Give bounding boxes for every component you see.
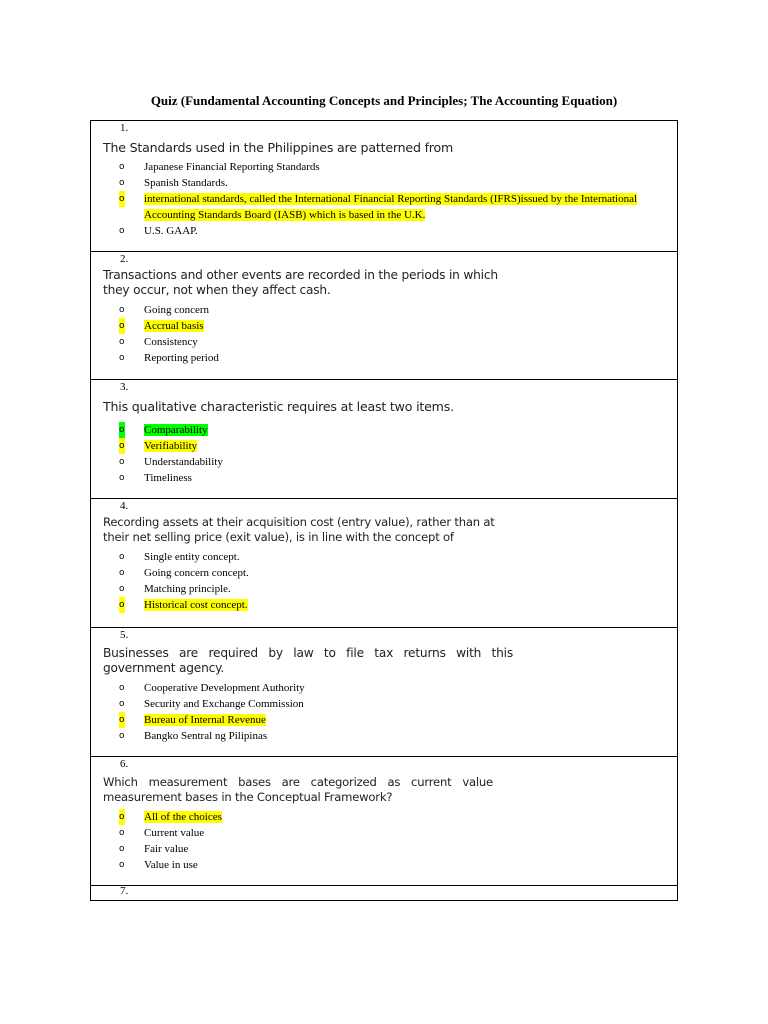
question-number: 5.: [120, 629, 129, 641]
option[interactable]: o Timeliness: [119, 472, 192, 484]
option[interactable]: o U.S. GAAP.: [119, 225, 198, 237]
options-list: [117, 680, 305, 744]
option[interactable]: o Fair value: [119, 843, 189, 855]
question-4: [91, 499, 677, 628]
options-list: [117, 302, 219, 366]
option[interactable]: o Cooperative Development Authority: [119, 682, 305, 694]
radio-bullet-icon[interactable]: o: [119, 457, 125, 467]
option[interactable]: o Accrual basis: [119, 320, 204, 332]
question-5: [91, 628, 677, 757]
option[interactable]: o Consistency: [119, 336, 198, 348]
question-prompt: Which measurement bases are categorized as current value measurement bases in the Conceptual Framework?: [103, 775, 493, 804]
option[interactable]: o Understandability: [119, 456, 223, 468]
radio-bullet-icon[interactable]: o: [119, 178, 125, 188]
radio-bullet-icon[interactable]: o: [119, 712, 125, 728]
radio-bullet-icon[interactable]: o: [119, 844, 125, 854]
question-2: [91, 252, 677, 380]
question-number: 6.: [120, 758, 129, 770]
radio-bullet-icon[interactable]: o: [119, 305, 125, 315]
question-number: 4.: [120, 500, 129, 512]
radio-bullet-icon[interactable]: o: [119, 353, 125, 363]
radio-bullet-icon[interactable]: o: [119, 809, 125, 825]
radio-bullet-icon[interactable]: o: [119, 568, 125, 578]
option[interactable]: o Single entity concept.: [119, 551, 240, 563]
question-prompt: This qualitative characteristic requires at least two items.: [103, 399, 454, 414]
radio-bullet-icon[interactable]: o: [119, 191, 125, 207]
question-prompt: The Standards used in the Philippines are patterned from: [103, 140, 454, 155]
question-number: 3.: [120, 381, 129, 393]
option[interactable]: o Going concern concept.: [119, 567, 249, 579]
radio-bullet-icon[interactable]: o: [119, 731, 125, 741]
question-3: [91, 380, 677, 499]
radio-bullet-icon[interactable]: o: [119, 860, 125, 870]
question-number: 7.: [120, 885, 129, 897]
radio-bullet-icon[interactable]: o: [119, 162, 125, 172]
option[interactable]: o Historical cost concept.: [119, 599, 248, 611]
option[interactable]: o Japanese Financial Reporting Standards: [119, 161, 320, 173]
question-prompt: Transactions and other events are recorded in the periods in which they occur, not when they affect cash.: [103, 268, 498, 297]
radio-bullet-icon[interactable]: o: [119, 337, 125, 347]
options-list: [117, 422, 223, 486]
question-prompt: Businesses are required by law to file tax returns with this government agency.: [103, 646, 513, 675]
option[interactable]: o Spanish Standards.: [119, 177, 228, 189]
options-list: [117, 549, 249, 613]
option[interactable]: o Matching principle.: [119, 583, 231, 595]
option[interactable]: o Current value: [119, 827, 205, 839]
option[interactable]: o Going concern: [119, 304, 210, 316]
option[interactable]: o Reporting period: [119, 352, 219, 364]
radio-bullet-icon[interactable]: o: [119, 552, 125, 562]
option[interactable]: o international standards, called the International Financial Reporting Standards (IFRS)issued by the International Accounting Standards Board (IASB) which is based in the U.K.: [119, 193, 638, 221]
radio-bullet-icon[interactable]: o: [119, 438, 125, 454]
question-number: 1.: [120, 122, 129, 134]
option[interactable]: o Comparability: [119, 424, 208, 436]
radio-bullet-icon[interactable]: o: [119, 318, 125, 334]
radio-bullet-icon[interactable]: o: [119, 422, 125, 438]
radio-bullet-icon[interactable]: o: [119, 226, 125, 236]
question-prompt: Recording assets at their acquisition cost (entry value), rather than at their net selling price (exit value), is in line with the concept of: [103, 515, 495, 544]
question-7: [91, 886, 677, 900]
quiz-table: [90, 120, 678, 901]
question-1: [91, 121, 677, 252]
radio-bullet-icon[interactable]: o: [119, 473, 125, 483]
option[interactable]: o Bangko Sentral ng Pilipinas: [119, 730, 268, 742]
option[interactable]: o Verifiability: [119, 440, 198, 452]
option[interactable]: o Bureau of Internal Revenue: [119, 714, 266, 726]
radio-bullet-icon[interactable]: o: [119, 683, 125, 693]
radio-bullet-icon[interactable]: o: [119, 699, 125, 709]
quiz-title: Quiz (Fundamental Accounting Concepts and Principles; The Accounting Equation): [150, 93, 618, 108]
radio-bullet-icon[interactable]: o: [119, 828, 125, 838]
option[interactable]: o Value in use: [119, 859, 198, 871]
question-6: [91, 757, 677, 886]
options-list: [117, 809, 222, 873]
option[interactable]: o Security and Exchange Commission: [119, 698, 304, 710]
options-list: [117, 159, 679, 239]
radio-bullet-icon[interactable]: o: [119, 584, 125, 594]
radio-bullet-icon[interactable]: o: [119, 597, 125, 613]
option[interactable]: o All of the choices: [119, 811, 222, 823]
question-number: 2.: [120, 253, 129, 265]
